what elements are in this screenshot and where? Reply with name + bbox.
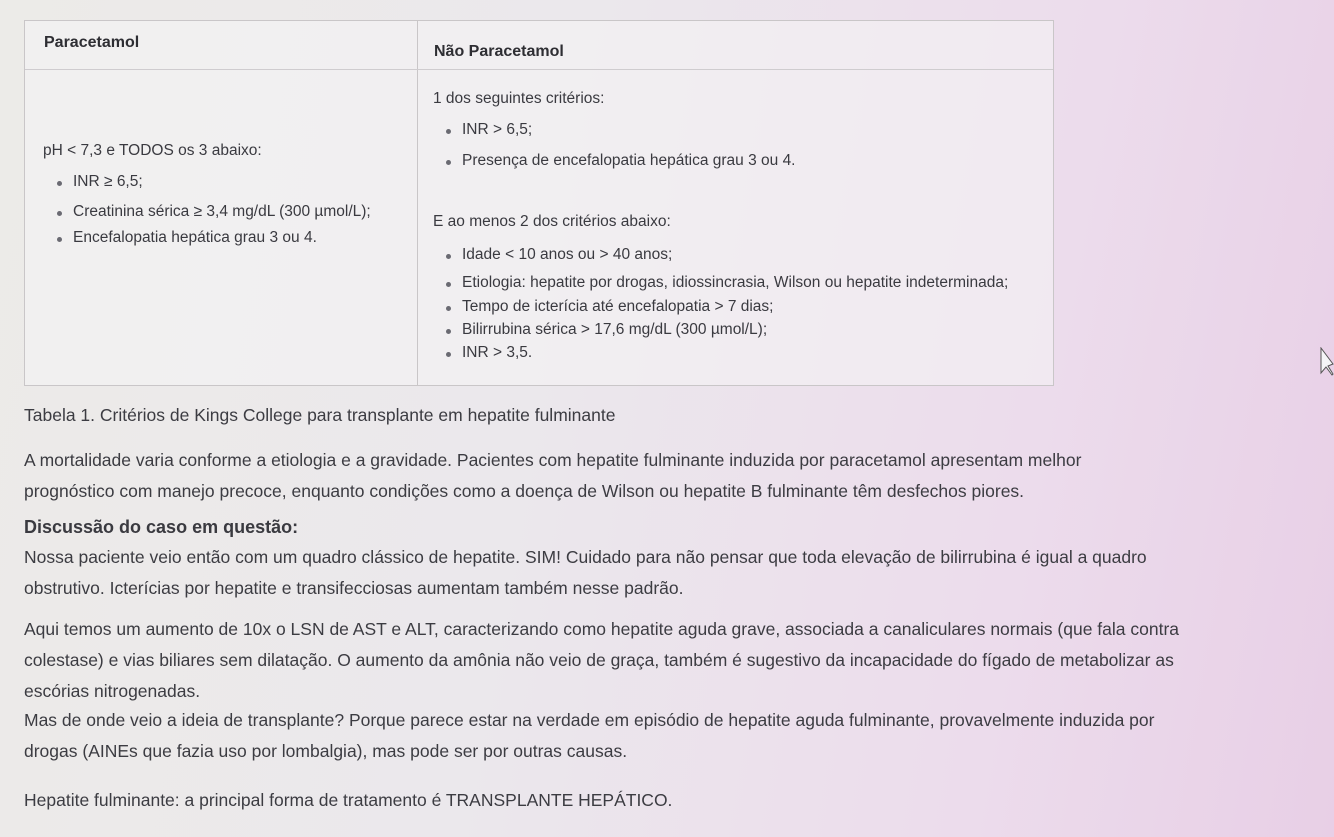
header-rule (25, 69, 1053, 70)
kings-college-criteria-table (24, 20, 1054, 386)
nao-paracetamol-criterion: Idade < 10 anos ou > 40 anos; (462, 246, 673, 263)
text-line: escórias nitrogenadas. (24, 681, 201, 701)
column-divider (417, 21, 418, 385)
nao-paracetamol-intro-2: E ao menos 2 dos critérios abaixo: (433, 213, 671, 230)
paragraph-labs (24, 614, 1334, 707)
text-line: prognóstico com manejo precoce, enquanto condições como a doença de Wilson ou hepatite B fulminante têm desfechos piores. (24, 481, 1025, 501)
paracetamol-criterion: Encefalopatia hepática grau 3 ou 4. (73, 229, 317, 246)
nao-paracetamol-criterion: Etiologia: hepatite por drogas, idiossincrasia, Wilson ou hepatite indeterminada; (462, 274, 1009, 291)
paracetamol-criterion: Creatinina sérica ≥ 3,4 mg/dL (300 µmol/L); (73, 203, 371, 220)
text-line: Mas de onde veio a ideia de transplante? Porque parece estar na verdade em episódio de hepatite aguda fulminante, provavelmente induzida por (24, 710, 1155, 730)
mouse-pointer-icon (1320, 347, 1334, 382)
paragraph-case (24, 542, 1334, 604)
paragraph-treatment (24, 785, 1334, 816)
paragraph-mortality (24, 445, 1334, 507)
text-line: A mortalidade varia conforme a etiologia e a gravidade. Pacientes com hepatite fulminante induzida por paracetamol apresentam melhor (24, 450, 1082, 470)
text-line: Nossa paciente veio então com um quadro clássico de hepatite. SIM! Cuidado para não pensar que toda elevação de bilirrubina é igual a quadro (24, 547, 1147, 567)
nao-paracetamol-criterion: Bilirrubina sérica > 17,6 mg/dL (300 µmol/L); (462, 321, 768, 338)
text-line: colestase) e vias biliares sem dilatação. O aumento da amônia não veio de graça, também é sugestivo da incapacidade do fígado de metabolizar as (24, 650, 1174, 670)
header-paracetamol: Paracetamol (44, 34, 140, 51)
table-caption: Tabela 1. Critérios de Kings College para transplante em hepatite fulminante (24, 405, 616, 425)
paragraph-transplant (24, 705, 1334, 767)
section-heading: Discussão do caso em questão: (24, 517, 299, 537)
nao-paracetamol-intro-1: 1 dos seguintes critérios: (433, 90, 605, 107)
paracetamol-criterion: INR ≥ 6,5; (73, 173, 143, 190)
text-line: Aqui temos um aumento de 10x o LSN de AST e ALT, caracterizando como hepatite aguda grave, associada a canaliculares normais (que fala contra (24, 619, 1180, 639)
header-nao-paracetamol: Não Paracetamol (434, 43, 564, 60)
nao-paracetamol-criterion: Presença de encefalopatia hepática grau 3 ou 4. (462, 152, 796, 169)
text-line: drogas (AINEs que fazia uso por lombalgia), mas pode ser por outras causas. (24, 741, 628, 761)
text-line: Hepatite fulminante: a principal forma de tratamento é TRANSPLANTE HEPÁTICO. (24, 790, 673, 810)
nao-paracetamol-criterion: INR > 3,5. (462, 344, 533, 361)
nao-paracetamol-criterion: Tempo de icterícia até encefalopatia > 7 dias; (462, 298, 774, 315)
text-line: obstrutivo. Icterícias por hepatite e transifecciosas aumentam também nesse padrão. (24, 578, 684, 598)
paracetamol-intro: pH < 7,3 e TODOS os 3 abaixo: (43, 142, 262, 159)
nao-paracetamol-criterion: INR > 6,5; (462, 121, 533, 138)
